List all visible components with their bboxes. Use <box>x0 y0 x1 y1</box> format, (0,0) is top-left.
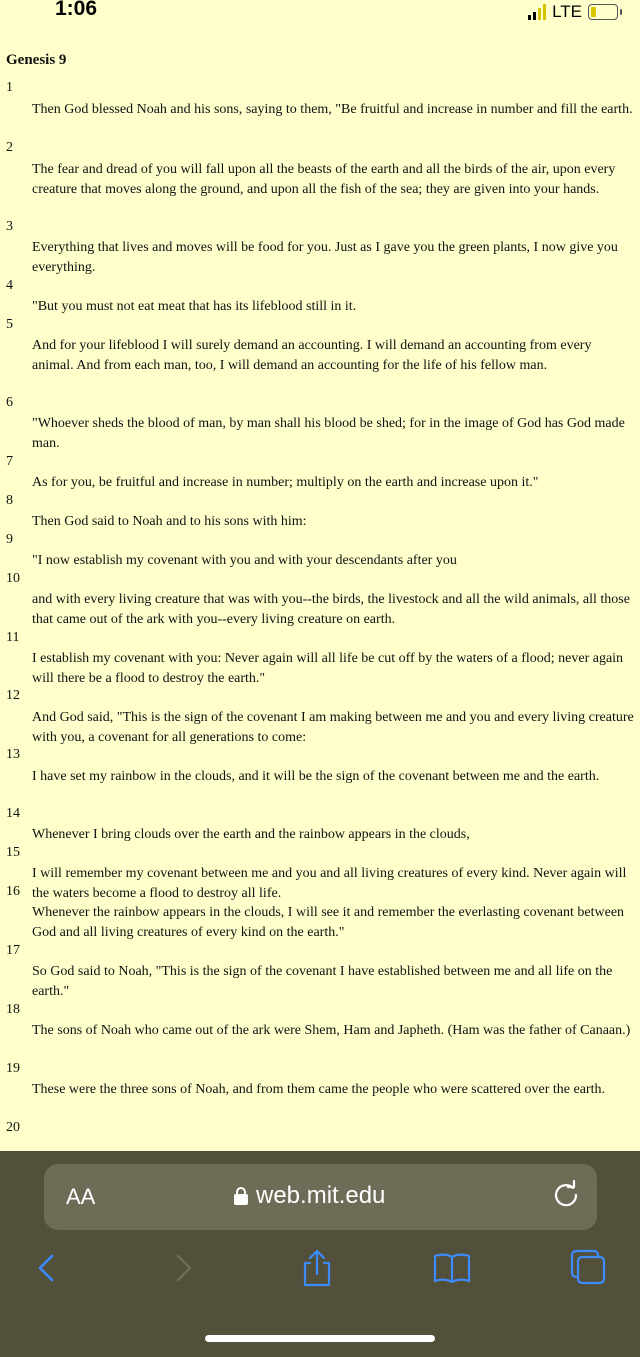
verse-number: 12 <box>6 688 20 703</box>
browser-toolbar <box>0 1151 640 1357</box>
verse-number: 7 <box>6 454 13 469</box>
status-bar <box>0 0 640 26</box>
verse-text: "Whoever sheds the blood of man, by man shall his blood be shed; for in the image of God has God made man. <box>32 416 625 451</box>
page-content <box>0 50 640 1150</box>
verse-number: 2 <box>6 140 13 155</box>
reader-options-button[interactable]: AA <box>66 1184 96 1209</box>
verse-text: So God said to Noah, "This is the sign of the covenant I have established between me and all life on the earth." <box>32 964 613 999</box>
verse-text: I will remember my covenant between me and you and all living creatures of every kind. Never again will the waters become a flood to destroy all life. <box>32 866 627 901</box>
share-icon[interactable] <box>297 1247 337 1289</box>
verse-number: 17 <box>6 943 20 958</box>
verse-number: 1 <box>6 80 13 95</box>
verse-text: Everything that lives and moves will be food for you. Just as I gave you the green plants, I now give you everything. <box>32 240 618 275</box>
verse-number: 3 <box>6 219 13 234</box>
verse-number: 14 <box>6 806 20 821</box>
verse-text: and with every living creature that was with you--the birds, the livestock and all the wild animals, all those that came out of the ark with you--every living creature on earth. <box>32 592 630 627</box>
verse-text: As for you, be fruitful and increase in number; multiply on the earth and increase upon it." <box>32 475 539 490</box>
lock-icon <box>234 1187 248 1205</box>
book-icon[interactable] <box>432 1247 472 1289</box>
chevron-left-icon[interactable] <box>28 1247 68 1289</box>
url-text: web.mit.edu <box>256 1182 386 1209</box>
battery-icon <box>588 4 618 20</box>
verse-text: Whenever the rainbow appears in the clouds, I will see it and remember the everlasting covenant between God and all living creatures of every kind on the earth." <box>32 905 625 940</box>
verse-text: The sons of Noah who came out of the ark were Shem, Ham and Japheth. (Ham was the father of Canaan.) <box>32 1023 631 1038</box>
home-indicator <box>205 1335 435 1342</box>
verse-number: 13 <box>6 747 20 762</box>
verse-text: And God said, "This is the sign of the covenant I am making between me and you and every living creature with you, a covenant for all generations to come: <box>32 710 634 745</box>
verse-text: Whenever I bring clouds over the earth and the rainbow appears in the clouds, <box>32 827 470 842</box>
verse-number: 18 <box>6 1002 20 1017</box>
address-bar[interactable] <box>44 1164 597 1230</box>
signal-icon <box>528 4 546 20</box>
verse-number: 4 <box>6 278 13 293</box>
verse-number: 8 <box>6 493 13 508</box>
verse-number: 15 <box>6 845 20 860</box>
verse-number: 16 <box>6 884 20 899</box>
status-time: 1:06 <box>55 0 98 20</box>
network-label: LTE <box>552 2 582 21</box>
verse-text: "But you must not eat meat that has its lifeblood still in it. <box>32 299 357 314</box>
url-display[interactable] <box>234 1182 385 1210</box>
verse-text: The fear and dread of you will fall upon all the beasts of the earth and all the birds of the air, upon every creature that moves along the ground, and upon all the fish of the sea; they are given into your hands. <box>32 162 616 197</box>
verse-text: These were the three sons of Noah, and from them came the people who were scattered over the earth. <box>32 1082 605 1097</box>
verse-text: I establish my covenant with you: Never again will all life be cut off by the waters of a flood; never again will there be a flood to destroy the earth." <box>32 651 624 686</box>
verse-text: Then God said to Noah and to his sons with him: <box>32 514 307 529</box>
chapter-title: Genesis 9 <box>6 52 67 68</box>
chevron-right-icon[interactable] <box>164 1247 204 1289</box>
status-indicators <box>528 2 618 22</box>
verse-number: 11 <box>6 630 20 645</box>
verse-number: 19 <box>6 1061 20 1076</box>
verse-text: I have set my rainbow in the clouds, and it will be the sign of the covenant between me and the earth. <box>32 769 600 784</box>
verse-number: 6 <box>6 395 13 410</box>
reload-icon[interactable] <box>551 1180 581 1210</box>
verse-number: 10 <box>6 571 20 586</box>
verse-number: 20 <box>6 1120 20 1135</box>
verse-number: 9 <box>6 532 13 547</box>
verse-text: Then God blessed Noah and his sons, saying to them, "Be fruitful and increase in number and fill the earth. <box>32 102 633 117</box>
verse-text: And for your lifeblood I will surely demand an accounting. I will demand an accounting from every animal. And from each man, too, I will demand an accounting for the life of his fellow man. <box>32 338 592 373</box>
tabs-icon[interactable] <box>568 1247 608 1289</box>
verse-text: "I now establish my covenant with you and with your descendants after you <box>32 553 457 568</box>
verse-number: 5 <box>6 317 13 332</box>
